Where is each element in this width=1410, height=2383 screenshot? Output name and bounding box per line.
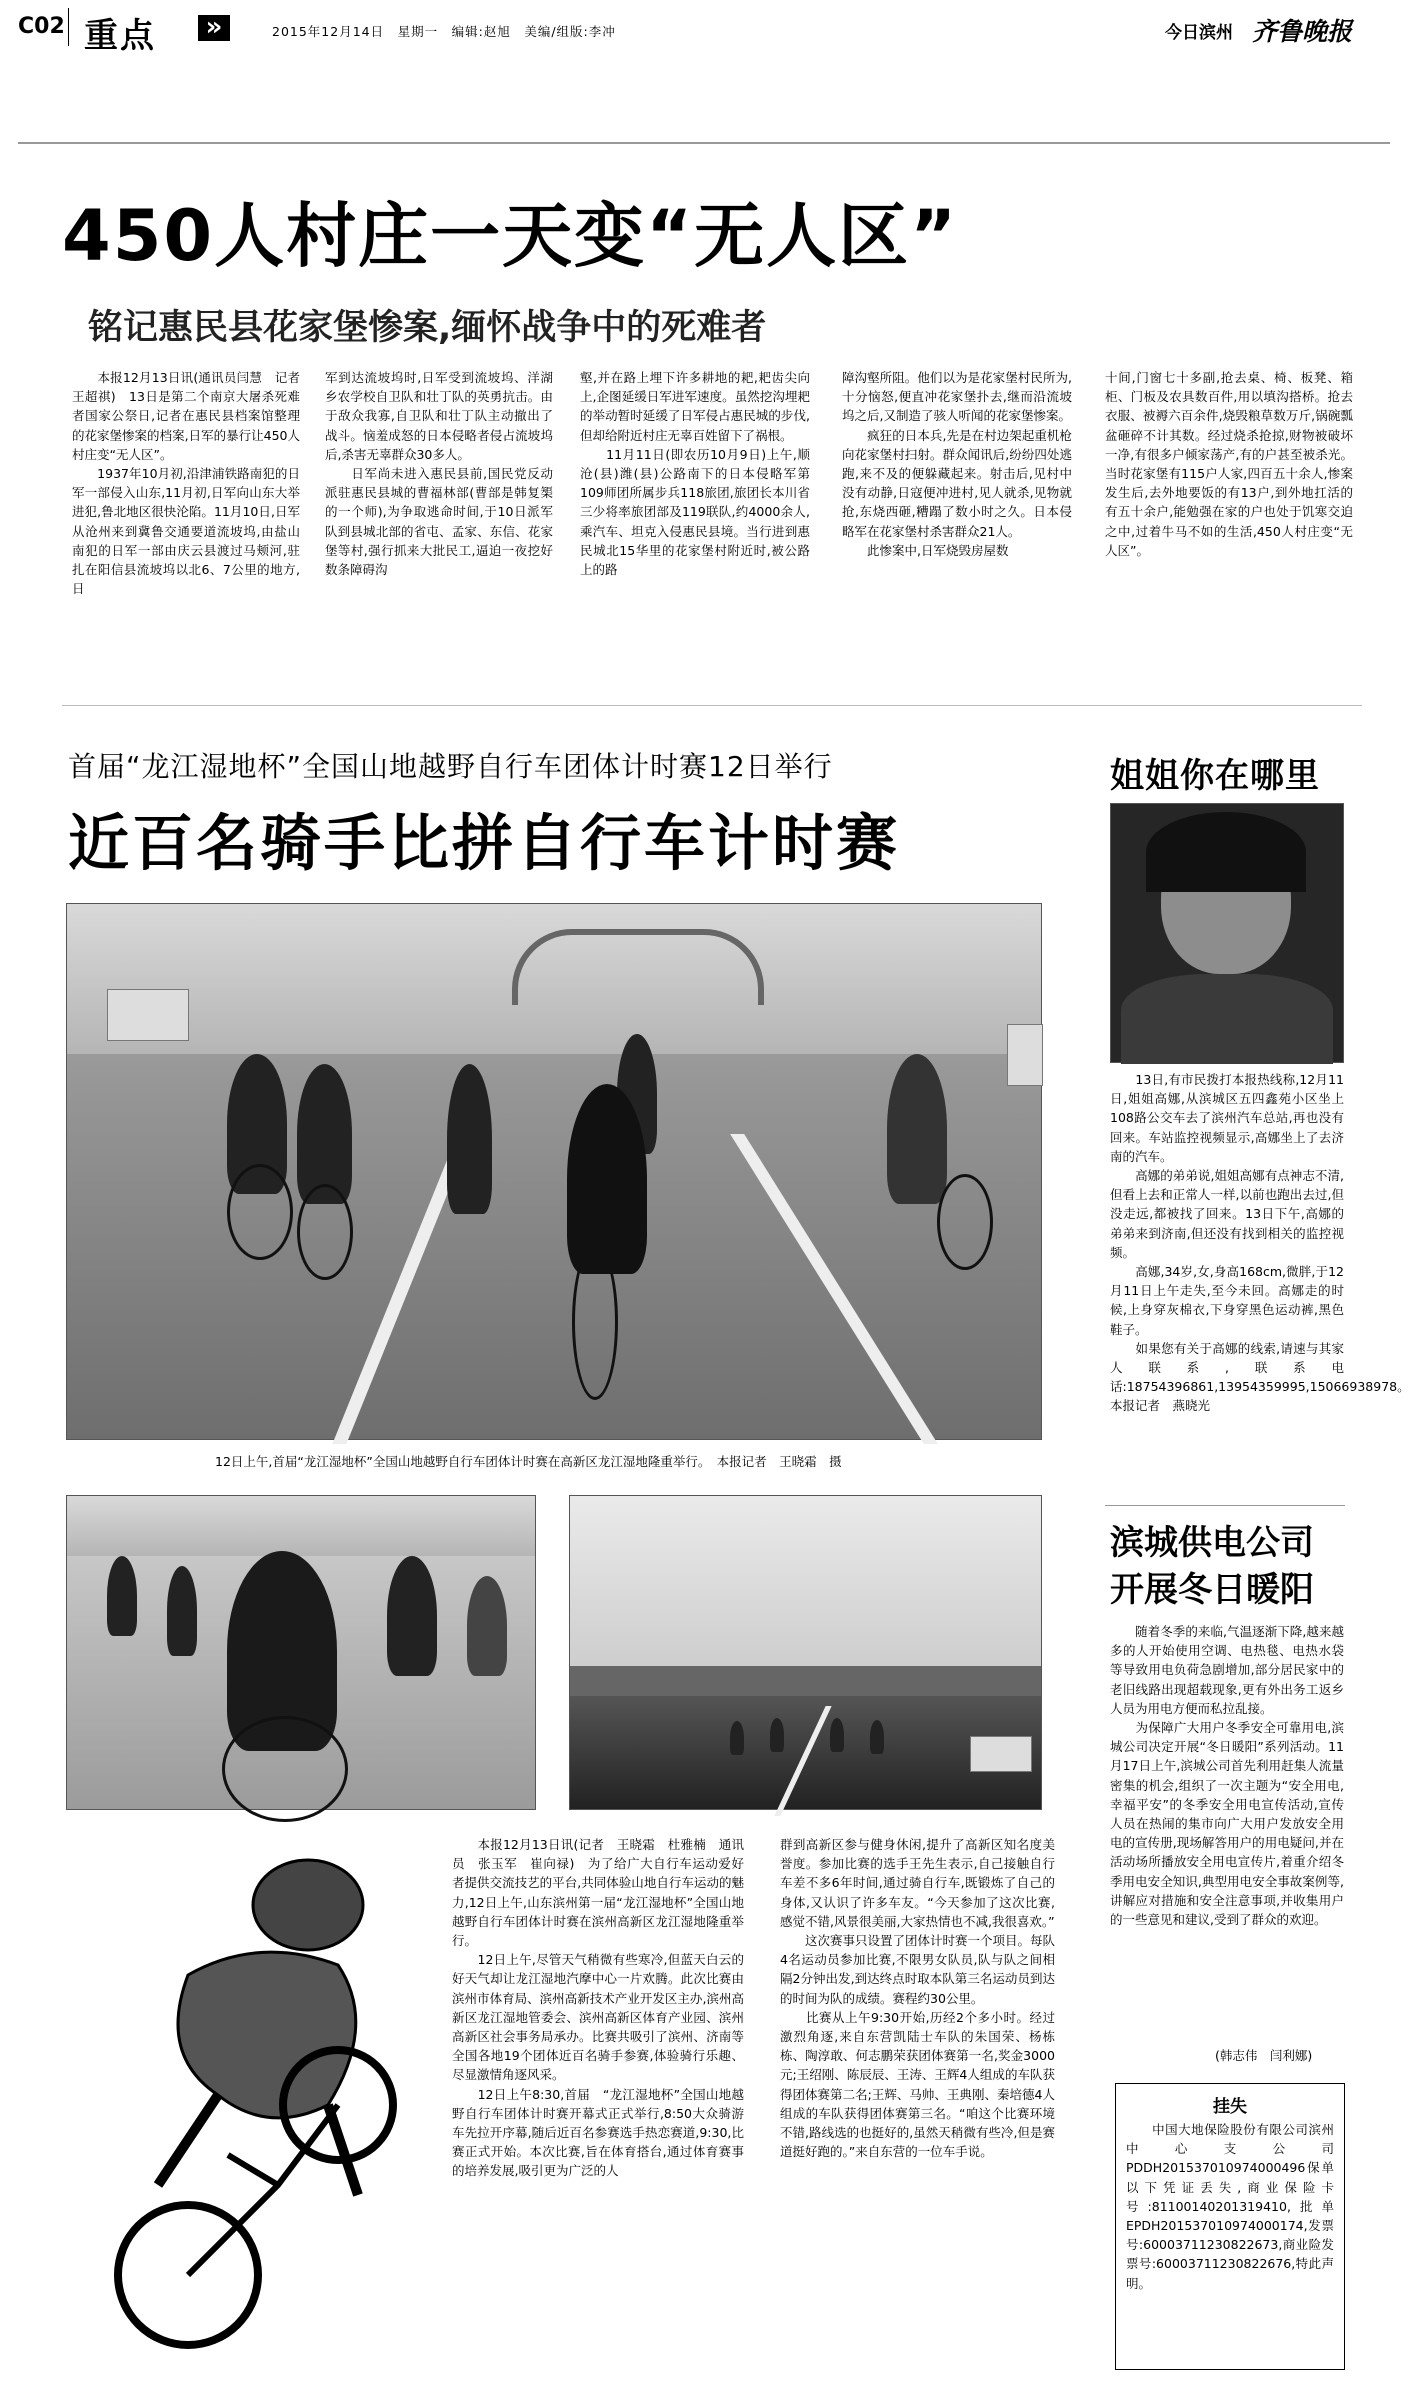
story1-column-4: 障沟壑所阻。他们以为是花家堡村民所为,十分恼怒,便直冲花家堡扑去,继而沿流坡坞之后,又制造了骇人听闻的花家堡惨案。 疯狂的日本兵,先是在村边架起重机枪向花家堡村扫射。群众闻讯后,纷纷四处逃跑,来不及的便躲藏起来。射击后,见村中没有动静,日寇便冲进村,见人就杀,见物就抢,东烧西砸,糟蹋了数小时之久。日本侵略军在花家堡村杀害群众21人。 此惨案中,日军烧毁房屋数	[842, 370, 1072, 558]
story1-subhead: 铭记惠民县花家堡惨案,缅怀战争中的死难者	[88, 308, 767, 348]
sidebar-power-byline: (韩志伟 闫利娜)	[1215, 2048, 1313, 2063]
lost-notice-title: 挂失	[1213, 2097, 1247, 2117]
bmx-rider-illustration	[98, 1855, 418, 2375]
story1-bottom-rule	[62, 705, 1362, 706]
page-number: C02	[18, 14, 65, 39]
group-riders-photo	[66, 1495, 536, 1810]
story2-column-1: 本报12月13日讯(记者 王晓霜 杜雅楠 通讯员 张玉军 崔向禄) 为了给广大自行车运动爱好者提供交流技艺的平台,共同体验山地自行车运动的魅力,12日上午,山东滨州第一届“龙江湿地杯”全国山地越野自行车团体计时赛在滨州高新区龙江湿地隆重举行。 12日上午,尽管天气稍微有些寒冷,但蓝天白云的好天气却让龙江湿地汽摩中心一片欢腾。此次比赛由滨州市体育局、滨州高新技术产业开发区主办,滨州高新区龙江湿地管委会、滨州高新区体育产业园、滨州高新区社会事务局承办。比赛共吸引了滨州、济南等全国各地19个团体近百名骑手参赛,体验骑行乐趣、尽显激情角逐风采。 12日上午8:30,首届 “龙江湿地杯”全国山地越野自行车团体计时赛开幕式正式举行,8:50大众骑游车先拉开序幕,随后近百名参赛选手热恋赛道,9:30,比赛正式开始。本次比赛,旨在体育搭台,通过体育赛事的培养发展,吸引更为广泛的人	[452, 1837, 744, 2179]
story1-column-2: 军到达流坡坞时,日军受到流坡坞、洋湖乡农学校自卫队和壮丁队的英勇抗击。由于敌众我寡,自卫队和壮丁队主动撤出了战斗。恼羞成怒的日本侵略者侵占流坡坞后,杀害无辜群众30多人。 日军尚未进入惠民县前,国民党反动派驻惠民县城的曹福林部(曹部是韩复榘的一个师),为争取逃命时间,于10日派军队到县城北部的省屯、孟家、东信、花家堡等村,强行抓来大批民工,逼迫一夜挖好数条障碍沟	[325, 370, 553, 578]
missing-person-photo	[1110, 803, 1344, 1063]
gate-arch	[512, 929, 764, 1005]
story2-headline: 近百名骑手比拼自行车计时赛	[68, 808, 901, 879]
story1-column-5: 十间,门窗七十多副,抢去桌、椅、板凳、箱柜、门板及农具数百件,用以填沟搭桥。抢去衣服、被褥六百余件,烧毁粮草数万斤,锅碗瓢盆砸碎不计其数。经过烧杀抢掠,财物被破坏一净,有很多户倾家荡产,有的户甚至被杀光。当时花家堡有115户人家,四百五十余人,惨案发生后,去外地要饭的有13户,到外地扛活的有五十余户,能勉强在家的户也处于饥寒交迫之中,过着牛马不如的生活,450人村庄变“无人区”。	[1105, 370, 1353, 558]
page-header	[0, 0, 1409, 56]
paper-name: 今日滨州	[1165, 23, 1233, 43]
main-photo-caption: 12日上午,首届“龙江湿地杯”全国山地越野自行车团体计时赛在高新区龙江湿地隆重举行。 本报记者 王晓霜 摄	[215, 1454, 842, 1469]
story1-column-3: 壑,并在路上埋下许多耕地的耙,耙齿尖向上,企图延缓日军进军速度。虽然挖沟埋耙的举动暂时延缓了日军侵占惠民城的步伐,但却给附近村庄无辜百姓留下了祸根。 11月11日(即农历10月9日)上午,顺沧(县)潍(县)公路南下的日本侵略军第109师团所属步兵118旅团,旅团长本川省三少将率旅团部及119联队,约4000余人,乘汽车、坦克入侵惠民县境。当行进到惠民城北15华里的花家堡村附近时,被公路上的路	[580, 370, 810, 578]
story2-kicker: 首届“龙江湿地杯”全国山地越野自行车团体计时赛12日举行	[68, 750, 833, 783]
lost-notice-box	[1115, 2083, 1345, 2370]
story1-headline: 450人村庄一天变“无人区”	[62, 195, 959, 277]
section-arrow-icon: »	[198, 15, 230, 41]
main-race-photo	[66, 903, 1042, 1440]
story1-column-1: 本报12月13日讯(通讯员闫慧 记者 王超祺) 13日是第二个南京大屠杀死难者国家公祭日,记者在惠民县档案馆整理的花家堡惨案的档案,日军的暴行让450人村庄变“无人区”。 1937年10月初,沿津浦铁路南犯的日军一部侵入山东,11月初,日军向山东大举进犯,鲁北地区很快沦陷。11月10日,日军从沧州来到冀鲁交通要道流坡坞,由盐山南犯的日军一部由庆云县渡过马颊河,驻扎在阳信县流坡坞以北6、7公里的地方,日	[72, 370, 300, 597]
sidebar-power-body: 随着冬季的来临,气温逐渐下降,越来越多的人开始使用空调、电热毯、电热水袋等导致用电负荷急剧增加,部分居民家中的老旧线路出现超载现象,更有外出务工返乡人员为用电方便而私拉乱接。 为保障广大用户冬季安全可靠用电,滨城公司决定开展“冬日暖阳”系列活动。11月17日上午,滨城公司首先利用赶集人流量密集的机会,组织了一次主题为“安全用电,幸福平安”的冬季安全用电宣传活动,宣传人员在热闹的集市向广大用户发放安全用电的宣传册,现场解答用户的用电疑问,并在活动场所播放安全用电宣传片,着重介绍冬季用电安全知识,典型用电安全事故案例等,讲解应对措施和安全注意事项,并收集用户的一些意见和建议,受到了群众的欢迎。	[1110, 1624, 1344, 1928]
date-editor-line: 2015年12月14日 星期一 编辑:赵旭 美编/组版:李冲	[272, 24, 616, 39]
sidebar-missing-headline: 姐姐你在哪里	[1110, 756, 1320, 796]
sidebar-missing-body: 13日,有市民拨打本报热线称,12月11日,姐姐高娜,从滨城区五四鑫苑小区坐上108路公交车去了滨州汽车总站,再也没有回来。车站监控视频显示,高娜坐上了去济南的汽车。 高娜的弟弟说,姐姐高娜有点神志不清,但看上去和正常人一样,以前也跑出去过,但没走远,都被找了回来。13日下午,高娜的弟弟来到济南,但还没有找到相关的监控视频。 高娜,34岁,女,身高168cm,微胖,于12月11日上午走失,至今未回。高娜走的时候,上身穿灰棉衣,下身穿黑色运动裤,黑色鞋子。 如果您有关于高娜的线索,请速与其家人联系,联系电话:18754396861,13954359995,15066938978。本报记者 燕晓光	[1110, 1072, 1410, 1414]
header-rule	[18, 142, 1390, 144]
lost-notice-body: 中国大地保险股份有限公司滨州中心支公司PDDH201537010974000496保单以下凭证丢失,商业保险卡号:81100140201319410,批单EPDH201537010974000174,发票号:60003711230822673,商业险发票号:60003711230822676,特此声明。	[1126, 2122, 1334, 2291]
paper-brand: 齐鲁晚报	[1252, 17, 1353, 46]
road-riders-photo	[569, 1495, 1042, 1810]
story2-column-2: 群到高新区参与健身休闲,提升了高新区知名度美誉度。参加比赛的选手王先生表示,自己接触自行车差不多6年时间,通过骑自行车,既锻炼了自己的身体,又认识了许多车友。“今天参加了这次比赛,感觉不错,风景很美丽,大家热情也不减,我很喜欢。” 这次赛事只设置了团体计时赛一个项目。每队4名运动员参加比赛,不限男女队员,队与队之间相隔2分钟出发,到达终点时取本队第三名运动员到达的时间为队的成绩。赛程约30公里。 比赛从上午9:30开始,历经2个多小时。经过激烈角逐,来自东营凯陆士车队的朱国荣、杨栋栋、陶淳敢、何志鹏荣获团体赛第一名,奖金3000元;王绍刚、陈辰辰、王涛、王辉4人组成的车队获得团体赛第二名;王辉、马帅、王典刚、秦培德4人组成的车队获得团体赛第三名。“咱这个比赛环境不错,路线选的也挺好的,虽然天稍微有些冷,但是赛道挺好跑的。”来自东营的一位车手说。	[780, 1837, 1056, 2160]
sidebar-power-headline-2: 开展冬日暖阳	[1110, 1570, 1314, 1610]
header-divider	[68, 8, 69, 46]
sidebar-divider	[1105, 1505, 1345, 1506]
section-title: 重点	[84, 16, 156, 56]
sidebar-power-headline-1: 滨城供电公司	[1110, 1523, 1314, 1563]
